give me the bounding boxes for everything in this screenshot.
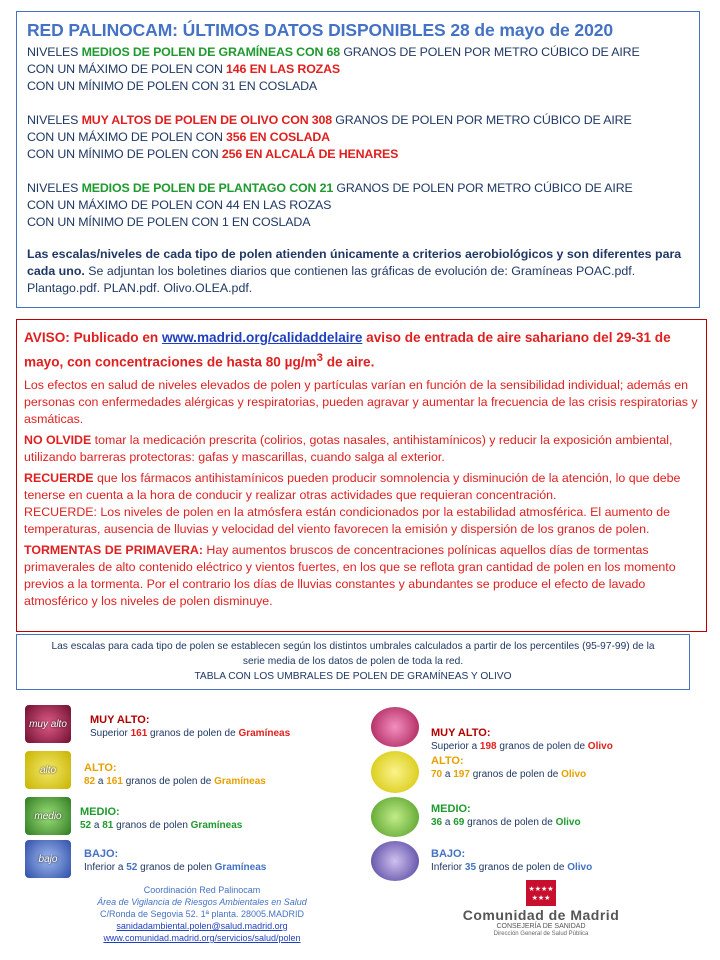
olive-line-3 — [27, 146, 689, 163]
level-label: MUY ALTO: — [431, 727, 491, 739]
value: 82 — [84, 776, 96, 787]
text: Inferior — [431, 862, 465, 873]
text: granos de polen de — [122, 776, 215, 787]
text: NIVELES — [27, 45, 82, 59]
no-olvide-paragraph — [24, 432, 699, 466]
text: AVISO: Publicado en — [24, 330, 162, 345]
bajo-icon: bajo — [25, 840, 71, 878]
plantago-level: MEDIOS DE POLEN DE PLANTAGO CON 21 — [81, 181, 334, 195]
value: 52 — [80, 820, 92, 831]
text: granos de polen — [113, 820, 191, 831]
bold-text: NO OLVIDE — [24, 432, 92, 447]
text: a — [442, 769, 454, 780]
value: 161 — [130, 728, 148, 739]
superscript: 3 — [316, 352, 323, 364]
olive-muy-alto — [431, 727, 613, 753]
grass-alto — [84, 762, 266, 788]
text: granos de polen de — [464, 817, 556, 828]
plantago-line-2: CON UN MÁXIMO DE POLEN CON 44 EN LAS ROZAS — [27, 198, 332, 212]
value: 197 — [453, 769, 470, 780]
value: 69 — [453, 817, 465, 828]
olive-medio — [431, 803, 581, 829]
olive-bajo-icon — [371, 841, 419, 881]
scales-note — [27, 246, 689, 297]
olive-level: MUY ALTOS DE POLEN DE OLIVO CON 308 — [81, 113, 333, 127]
madrid-flag-icon — [526, 880, 556, 906]
logo-name: Comunidad de Madrid — [462, 907, 620, 923]
level-label: MEDIO: — [80, 806, 120, 818]
plantago-line-3: CON UN MÍNIMO DE POLEN CON 1 EN COSLADA — [27, 215, 311, 229]
logo-sub: Dirección General de Salud Pública — [493, 931, 589, 937]
text: granos de polen de — [496, 741, 588, 752]
text: Superior a — [431, 741, 480, 752]
value: 198 — [479, 741, 497, 752]
note-bold: Las escalas/niveles de cada tipo de polen atienden únicamente a criterios aerobiológicos y son diferentes para cada uno. — [27, 247, 682, 278]
health-effects-paragraph: Los efectos en salud de niveles elevados de polen y partículas varían en función de la sensibilidad individual; además en personas con enfermedades alérgicas y respiratorias, pueden agravar y aumentar la frecuencia de las crisis respiratorias y asmáticas. — [24, 377, 698, 426]
level-label: BAJO: — [84, 848, 119, 860]
grass-line-1 — [27, 44, 689, 61]
bold-text: RECUERDE — [24, 470, 94, 485]
text: que los fármacos antihistamínicos pueden producir somnolencia y disminución de la atención, lo que debe tenerse en cuenta a la hora de conducir y realizar otras actividades que requieran concentración. — [24, 470, 681, 502]
aviso-title — [24, 328, 699, 373]
grass-medio — [80, 806, 242, 832]
tormentas-paragraph — [24, 542, 699, 610]
pollen-name: Olivo — [567, 862, 593, 873]
text: a — [442, 817, 454, 828]
text: tomar la medicación prescrita (colirios, gotas nasales, antihistamínicos) y reducir la exposición ambiental, utilizando barreras protectoras: gafas y mascarillas, cuando salga al exterior. — [24, 432, 673, 464]
text: granos de polen de — [469, 769, 562, 780]
level-label: MUY ALTO: — [90, 714, 150, 726]
text: a — [95, 776, 107, 787]
olive-line-2 — [27, 129, 689, 146]
grass-level: MEDIOS DE POLEN DE GRAMÍNEAS CON 68 — [81, 45, 341, 59]
logo-sub: CONSEJERÍA DE SANIDAD — [496, 923, 586, 930]
page-title: RED PALINOCAM: ÚLTIMOS DATOS DISPONIBLES 28 de mayo de 2020 — [27, 20, 613, 40]
scales-box — [16, 634, 690, 690]
footer-address: C/Ronda de Segovia 52. 1ª planta. 28005.MADRID — [100, 909, 304, 919]
footer-url-link[interactable]: www.comunidad.madrid.org/servicios/salud/polen — [103, 933, 301, 943]
olive-medio-icon — [371, 797, 419, 837]
warning-box — [16, 319, 707, 632]
recuerde-paragraph — [24, 470, 699, 504]
grass-bajo — [84, 848, 266, 874]
olive-min: 256 EN ALCALÁ DE HENARES — [221, 147, 399, 161]
calidad-aire-link[interactable]: www.madrid.org/calidaddelaire — [161, 330, 363, 345]
recuerde-weather-paragraph: RECUERDE: Los niveles de polen en la atmósfera están condicionados por la estabilidad atmosférica. El aumento de temperaturas, ausencia de lluvias y velocidad del viento favorecen la emisión y dispersión de los granos de polen. — [24, 504, 671, 536]
text: granos de polen de — [476, 862, 568, 873]
bold-text: TORMENTAS DE PRIMAVERA: — [24, 542, 203, 557]
value: 81 — [102, 820, 114, 831]
pollen-name: Olivo — [555, 817, 581, 828]
alto-icon: alto — [25, 751, 71, 789]
text: Superior — [90, 728, 131, 739]
text: GRANOS DE POLEN POR METRO CÚBICO DE AIRE — [333, 181, 633, 195]
olive-line-1 — [27, 112, 689, 129]
text: NIVELES — [27, 181, 82, 195]
muy-alto-icon: muy alto — [25, 705, 71, 743]
footer-line: Área de Vigilancia de Riesgos Ambientales en Salud — [97, 897, 307, 907]
olive-alto-icon — [371, 751, 419, 793]
value: 161 — [106, 776, 123, 787]
scales-table-title: TABLA CON LOS UMBRALES DE POLEN DE GRAMÍNEAS Y OLIVO — [194, 671, 512, 682]
olive-alto — [431, 755, 586, 781]
pollen-name: Olivo — [561, 769, 587, 780]
olive-bajo — [431, 848, 592, 874]
text: CON UN MÁXIMO DE POLEN CON — [27, 62, 227, 76]
olive-muy-alto-icon — [371, 707, 419, 747]
latest-data-box — [16, 11, 700, 308]
value: 52 — [126, 862, 138, 873]
svg-text:★★★: ★★★ — [531, 894, 551, 902]
text: NIVELES — [27, 113, 82, 127]
text: CON UN MÁXIMO DE POLEN CON — [27, 130, 227, 144]
comunidad-madrid-logo — [430, 880, 652, 940]
text: granos de polen — [137, 862, 215, 873]
text: Inferior a — [84, 862, 127, 873]
value: 35 — [464, 862, 477, 873]
value: 70 — [431, 769, 443, 780]
pollen-name: Gramíneas — [190, 820, 243, 831]
pollen-name: Gramíneas — [238, 728, 291, 739]
text: a — [91, 820, 103, 831]
text: GRANOS DE POLEN POR METRO CÚBICO DE AIRE — [332, 113, 632, 127]
svg-text:★★★★: ★★★★ — [528, 885, 554, 893]
pollen-name: Gramíneas — [214, 776, 266, 787]
olive-max: 356 EN COSLADA — [226, 130, 330, 144]
level-label: MEDIO: — [431, 803, 471, 815]
text: Hay aumentos bruscos de concentraciones polínicas aquellos días de tormentas primaverales de alto contenido eléctrico y vientos fuertes, en los que se reflota gran cantidad de polen en los momento previos a la tormenta. Por el contrario los días de lluvias constantes y abundantes se produce el efecto de lavado atmosférico y los niveles de polen disminuye. — [24, 542, 676, 608]
pollen-name: Olivo — [587, 741, 613, 752]
note-text: Se adjuntan los boletines diarios que contienen las gráficas de evolución de: Gramíneas POAC.pdf. Plantago.pdf. PLAN.pdf. Olivo.OLEA.pdf. — [27, 264, 636, 295]
level-label: BAJO: — [431, 848, 466, 860]
pollen-name: Gramíneas — [214, 862, 267, 873]
grass-line-2 — [27, 61, 689, 78]
level-label: ALTO: — [84, 762, 117, 774]
scales-text: Las escalas para cada tipo de polen se establecen según los distintos umbrales calculados a partir de los percentiles (95-97-99) de la serie media de los datos de polen de toda la red. — [51, 641, 655, 667]
grass-muy-alto — [90, 714, 290, 740]
footer-contact — [72, 884, 332, 944]
text: CON UN MÍNIMO DE POLEN CON — [27, 147, 222, 161]
text: aviso de entrada de aire sahariano del 29-31 de mayo, con concentraciones de hasta 80 µg/m — [24, 330, 671, 370]
text: granos de polen de — [147, 728, 239, 739]
plantago-line-1 — [27, 180, 689, 197]
grass-max: 146 EN LAS ROZAS — [226, 62, 341, 76]
value: 36 — [431, 817, 443, 828]
text: de aire. — [322, 354, 375, 370]
medio-icon: medio — [25, 797, 71, 835]
text: GRANOS DE POLEN POR METRO CÚBICO DE AIRE — [340, 45, 640, 59]
footer-email-link[interactable]: sanidadambiental.polen@salud.madrid.org — [116, 921, 288, 931]
footer-line: Coordinación Red Palinocam — [143, 885, 261, 895]
level-label: ALTO: — [431, 755, 464, 767]
grass-line-3: CON UN MÍNIMO DE POLEN CON 31 EN COSLADA — [27, 79, 318, 93]
